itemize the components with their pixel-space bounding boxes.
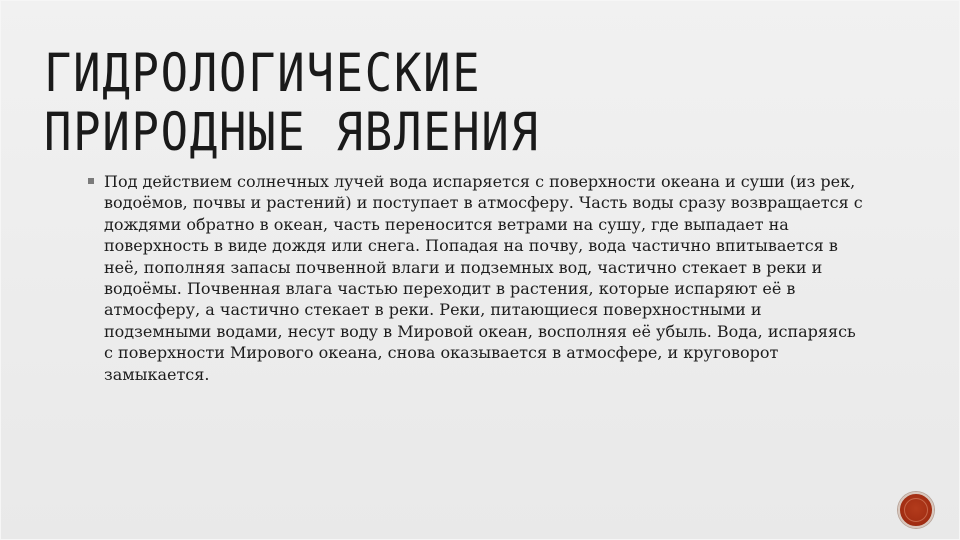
slide-title-line-2: ПРИРОДНЫЕ ЯВЛЕНИЯ [44,102,540,163]
slide-title-line-1: ГИДРОЛОГИЧЕСКИЕ [44,43,482,104]
list-item [88,171,868,385]
logo-badge-icon [898,492,934,528]
slide-title [44,44,577,162]
content-list [88,171,868,385]
paragraph-text: Под действием солнечных лучей вода испаряется с поверхности океана и суши (из рек, водоёмов, почвы и растений) и поступает в атмосферу. Часть воды сразу возвращается с дождями обратно в океан, часть переносится ветрами на сушу, где выпадает на поверхность в виде дождя или снега. Попадая на почву, вода частично впитывается в неё, пополняя запасы почвенной влаги и подземных вод, частично стекает в реки и водоёмы. Почвенная влага частью переходит в растения, которые испаряют её в атмосферу, а частично стекает в реки. Реки, питающиеся поверхностными и подземными водами, несут воду в Мировой океан, восполняя её убыль. Вода, испаряясь с поверхности Мирового океана, снова оказывается в атмосфере, и круговорот замыкается. [104,172,863,384]
square-bullet-icon [88,178,94,184]
